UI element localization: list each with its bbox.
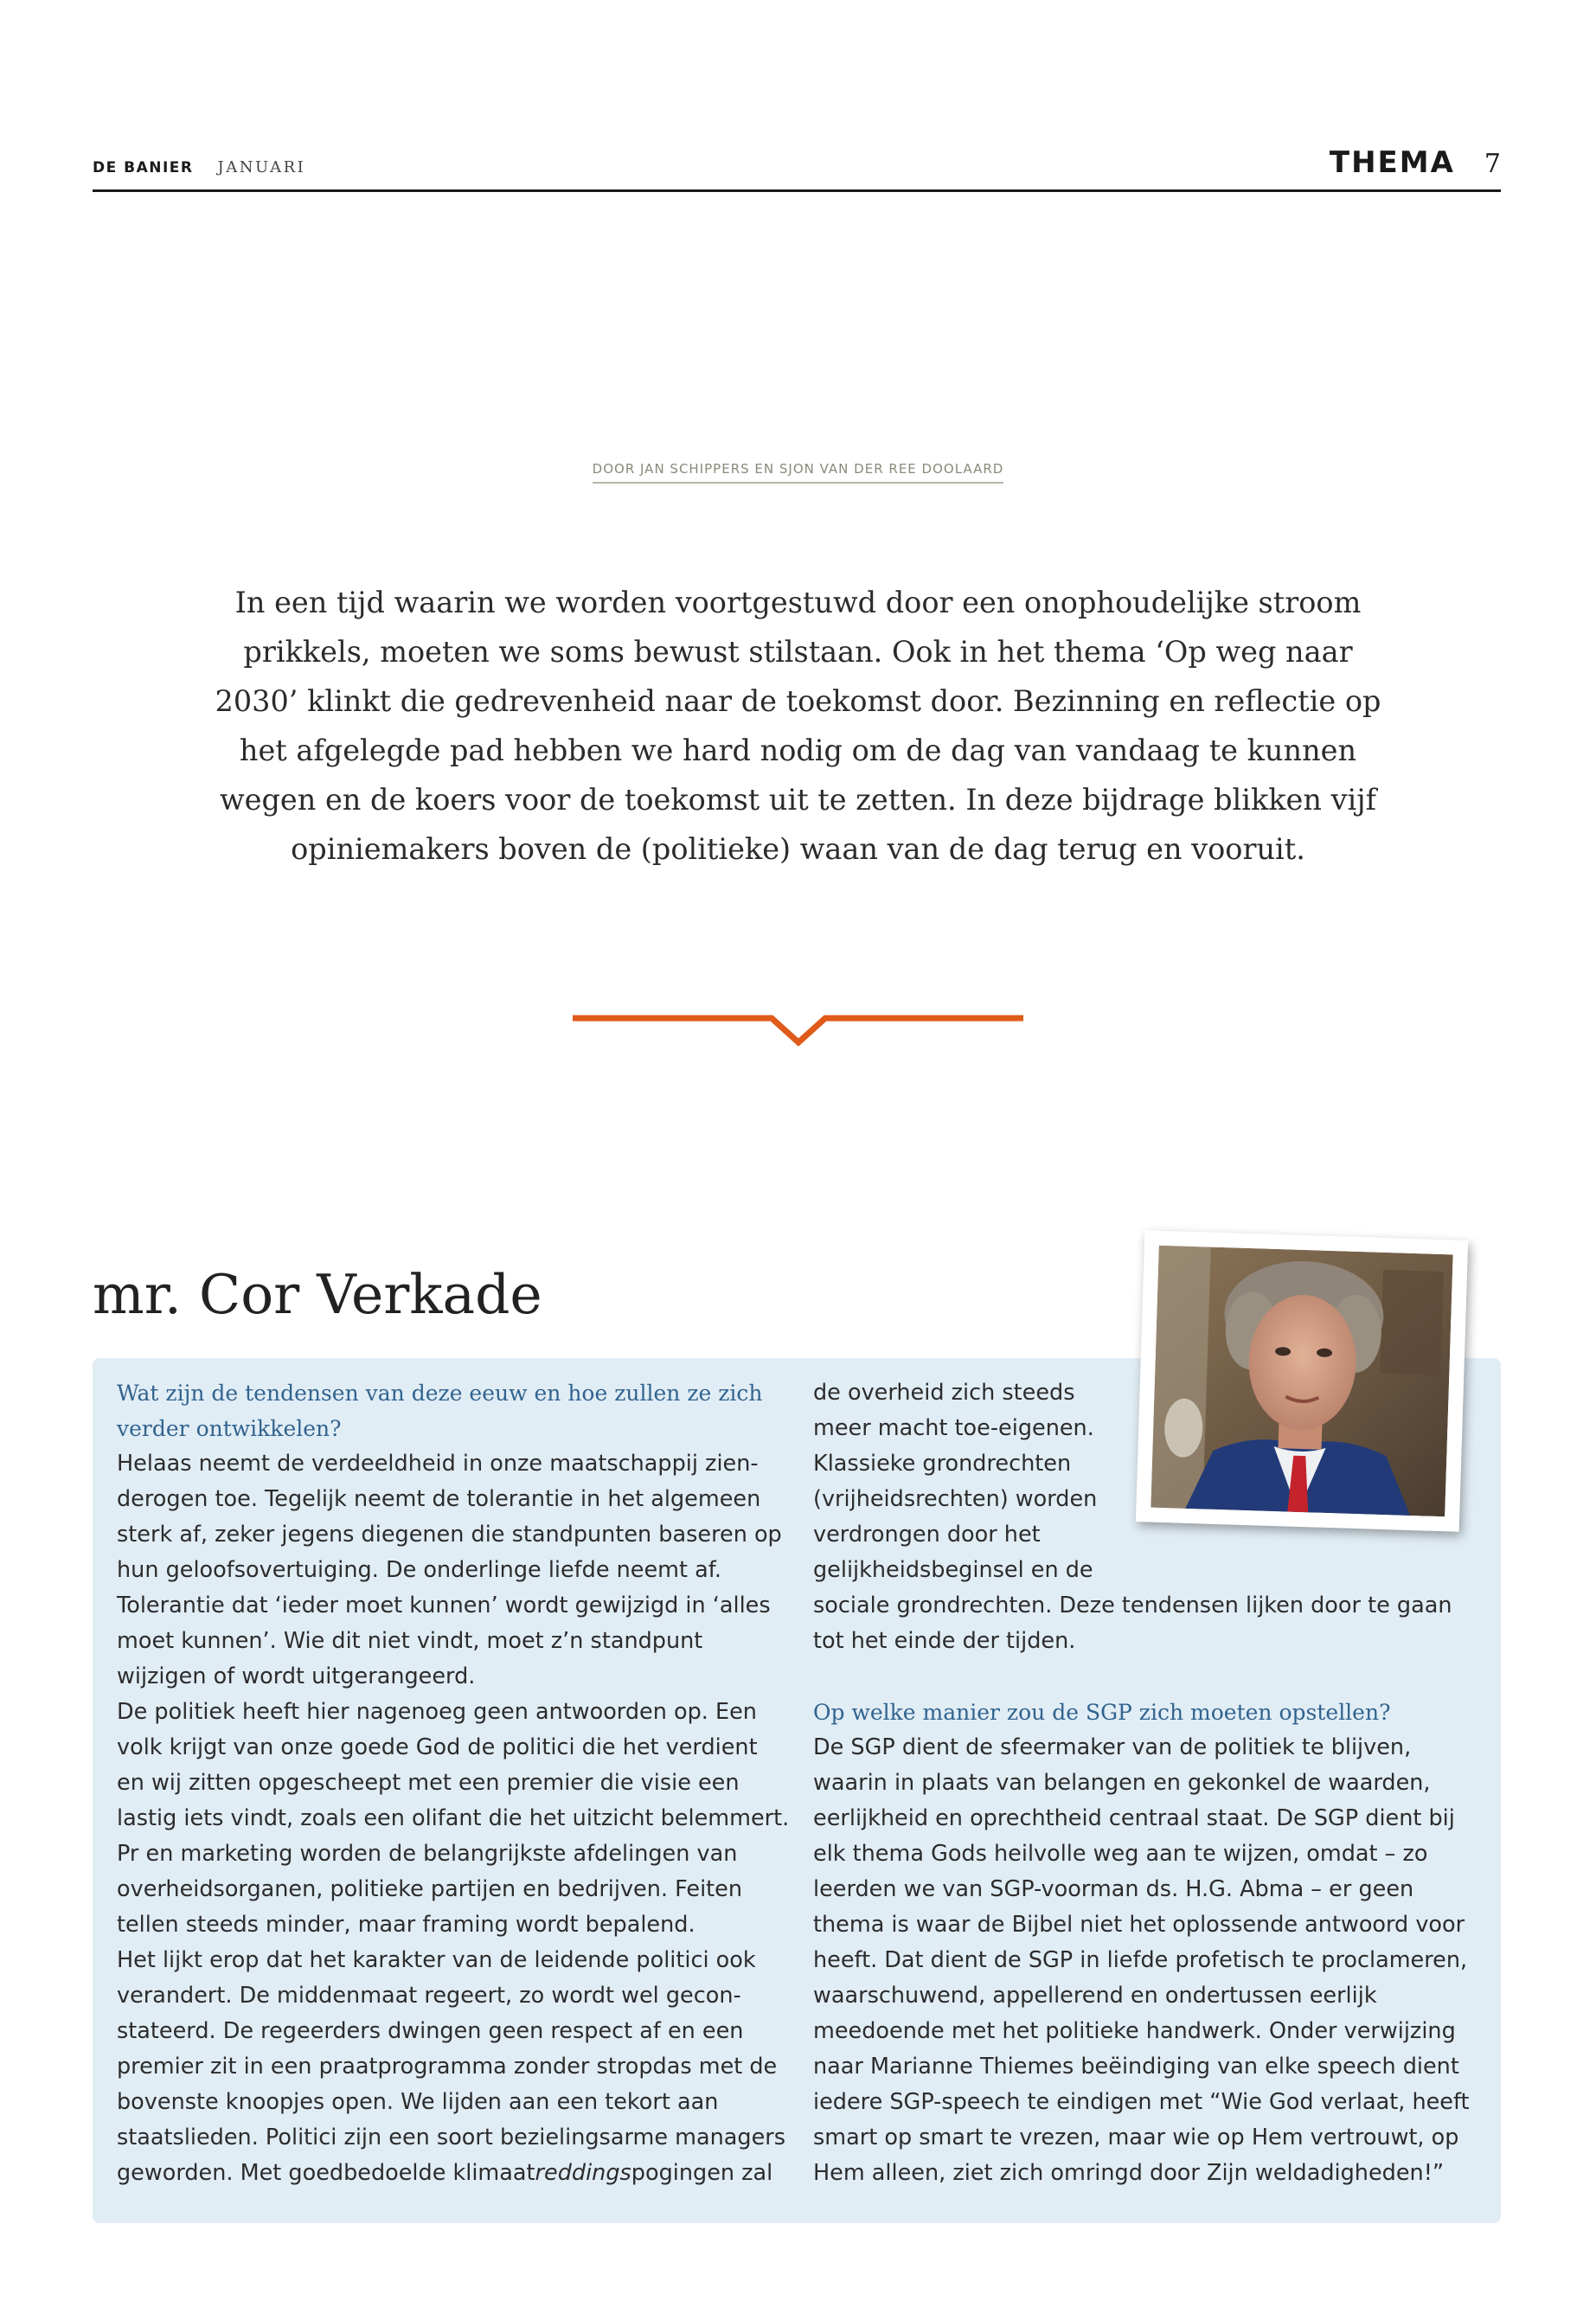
intro-line: In een tijd waarin we worden voortgestuwd door een onophoudelijke stroom — [234, 586, 1362, 619]
intro-line: het afgelegde pad hebben we hard nodig om de dag van vandaag te kunnen — [239, 734, 1357, 767]
answer-line: de overheid zich steeds — [813, 1380, 1075, 1406]
intro-line: prikkels, moeten we soms bewust stilstaan. Ook in het thema ‘Op weg naar — [243, 635, 1353, 669]
intro-paragraph — [199, 578, 1397, 874]
issue-month: JANUARI — [217, 158, 306, 176]
intro-line: 2030’ klinkt die gedrevenheid naar de toekomst door. Bezinning en reflectie op — [215, 684, 1381, 718]
portrait-image — [1151, 1246, 1452, 1517]
answer-line: Klassieke grondrechten — [813, 1451, 1072, 1477]
answer-paragraph: Helaas neemt de verdeeldheid in onze maatschappij zienderogen toe. Tegelijk neemt de tolerantie in het algemeen sterk af, zeker jegens diegenen die standpunten baseren op hun geloofsovertuiging. De onderlinge liefde neemt af. Tolerantie dat ‘ieder moet kunnen’ wordt gewijzigd in ‘alles moet kunnen’. Wie dit niet vindt, moet z’n standpunt wijzigen of wordt uitgerangeerd. — [117, 1451, 782, 1689]
question-heading: Wat zijn de tendensen van deze eeuw en hoe zullen ze zich verder ontwikkelen? — [117, 1381, 763, 1441]
chevron-divider-icon — [571, 1008, 1025, 1051]
magazine-name: DE BANIER — [93, 159, 194, 176]
byline-text: DOOR JAN SCHIPPERS EN SJON VAN DER REE DOOLAARD — [593, 461, 1004, 484]
portrait-photo — [1136, 1230, 1468, 1532]
answer-paragraph: De politiek heeft hier nagenoeg geen antwoorden op. Een volk krijgt van onze goede God de politici die het verdient en wij zitten opgescheept met een premier die visie een lastig iets vindt, zoals een olifant die het uitzicht belemmert. Pr en marketing worden de belangrijkste afdelingen van overheidsorganen, politieke partijen en bedrijven. Feiten tellen steeds minder, maar framing wordt bepalend. — [117, 1699, 790, 1938]
answer-text: Het lijkt erop dat het karakter van de leidende politici ook verandert. De middenmaat regeert, zo wordt wel geconstateerd. De regeerders dwingen geen respect af en een premier zit in een praatprogramma zonder stropdas met de bovenste knoopjes open. We lijden aan een tekort aan staatslieden. Politici zijn een soort bezielingsarme managers geworden. Met goedbedoelde klimaat — [117, 1947, 786, 2186]
answer-line: meer macht toe-eigenen. — [813, 1415, 1094, 1441]
answer-italic-text: reddings — [535, 2160, 631, 2186]
running-header-left — [93, 158, 305, 176]
page-number: 7 — [1484, 149, 1501, 179]
intro-line: wegen en de koers voor de toekomst uit te zetten. In deze bijdrage blikken vijf — [219, 783, 1377, 817]
answer-line: gelijkheidsbeginsel en de — [813, 1557, 1093, 1583]
section-title: THEMA — [1329, 145, 1455, 180]
answer-paragraph — [117, 1943, 792, 2191]
answer-line: verdrongen door het — [813, 1522, 1041, 1548]
header-rule — [93, 189, 1501, 192]
question-heading: Op welke manier zou de SGP zich moeten opstellen? — [813, 1700, 1391, 1725]
running-header-right — [1330, 145, 1501, 180]
answer-text: pogingen zal — [631, 2160, 773, 2186]
interviewee-name: mr. Cor Verkade — [93, 1263, 542, 1326]
answer-paragraph: De SGP dient de sfeermaker van de politiek te blijven, waarin in plaats van belangen en gekonkel de waarden, eerlijkheid en oprechtheid centraal staat. De SGP dient bij elk thema Gods heilvolle weg aan te wijzen, omdat – zo leerden we van SGP-voorman ds. H.G. Abma – er geen thema is waar de Bijbel niet het oplossende antwoord voor heeft. Dat dient de SGP in liefde profetisch te proclameren, waarschuwend, appellerend en ondertussen eerlijk meedoende met het politieke handwerk. Onder verwijzing naar Marianne Thiemes beëindiging van elke speech dient iedere SGP-speech te eindigen met “Wie God verlaat, heeft smart op smart te vrezen, maar wie op Hem vertrouwt, op Hem alleen, ziet zich omringd door Zijn weldadigheden!” — [813, 1734, 1470, 2186]
intro-line: opiniemakers boven de (politieke) waan van de dag terug en vooruit. — [291, 832, 1305, 866]
byline — [0, 460, 1596, 484]
answer-line: (vrijheidsrechten) worden — [813, 1486, 1098, 1512]
article-column-left — [117, 1375, 792, 2191]
answer-paragraph: sociale grondrechten. Deze tendensen lijken door te gaan tot het einde der tijden. — [813, 1593, 1452, 1654]
paragraph-spacer — [813, 1659, 1488, 1695]
